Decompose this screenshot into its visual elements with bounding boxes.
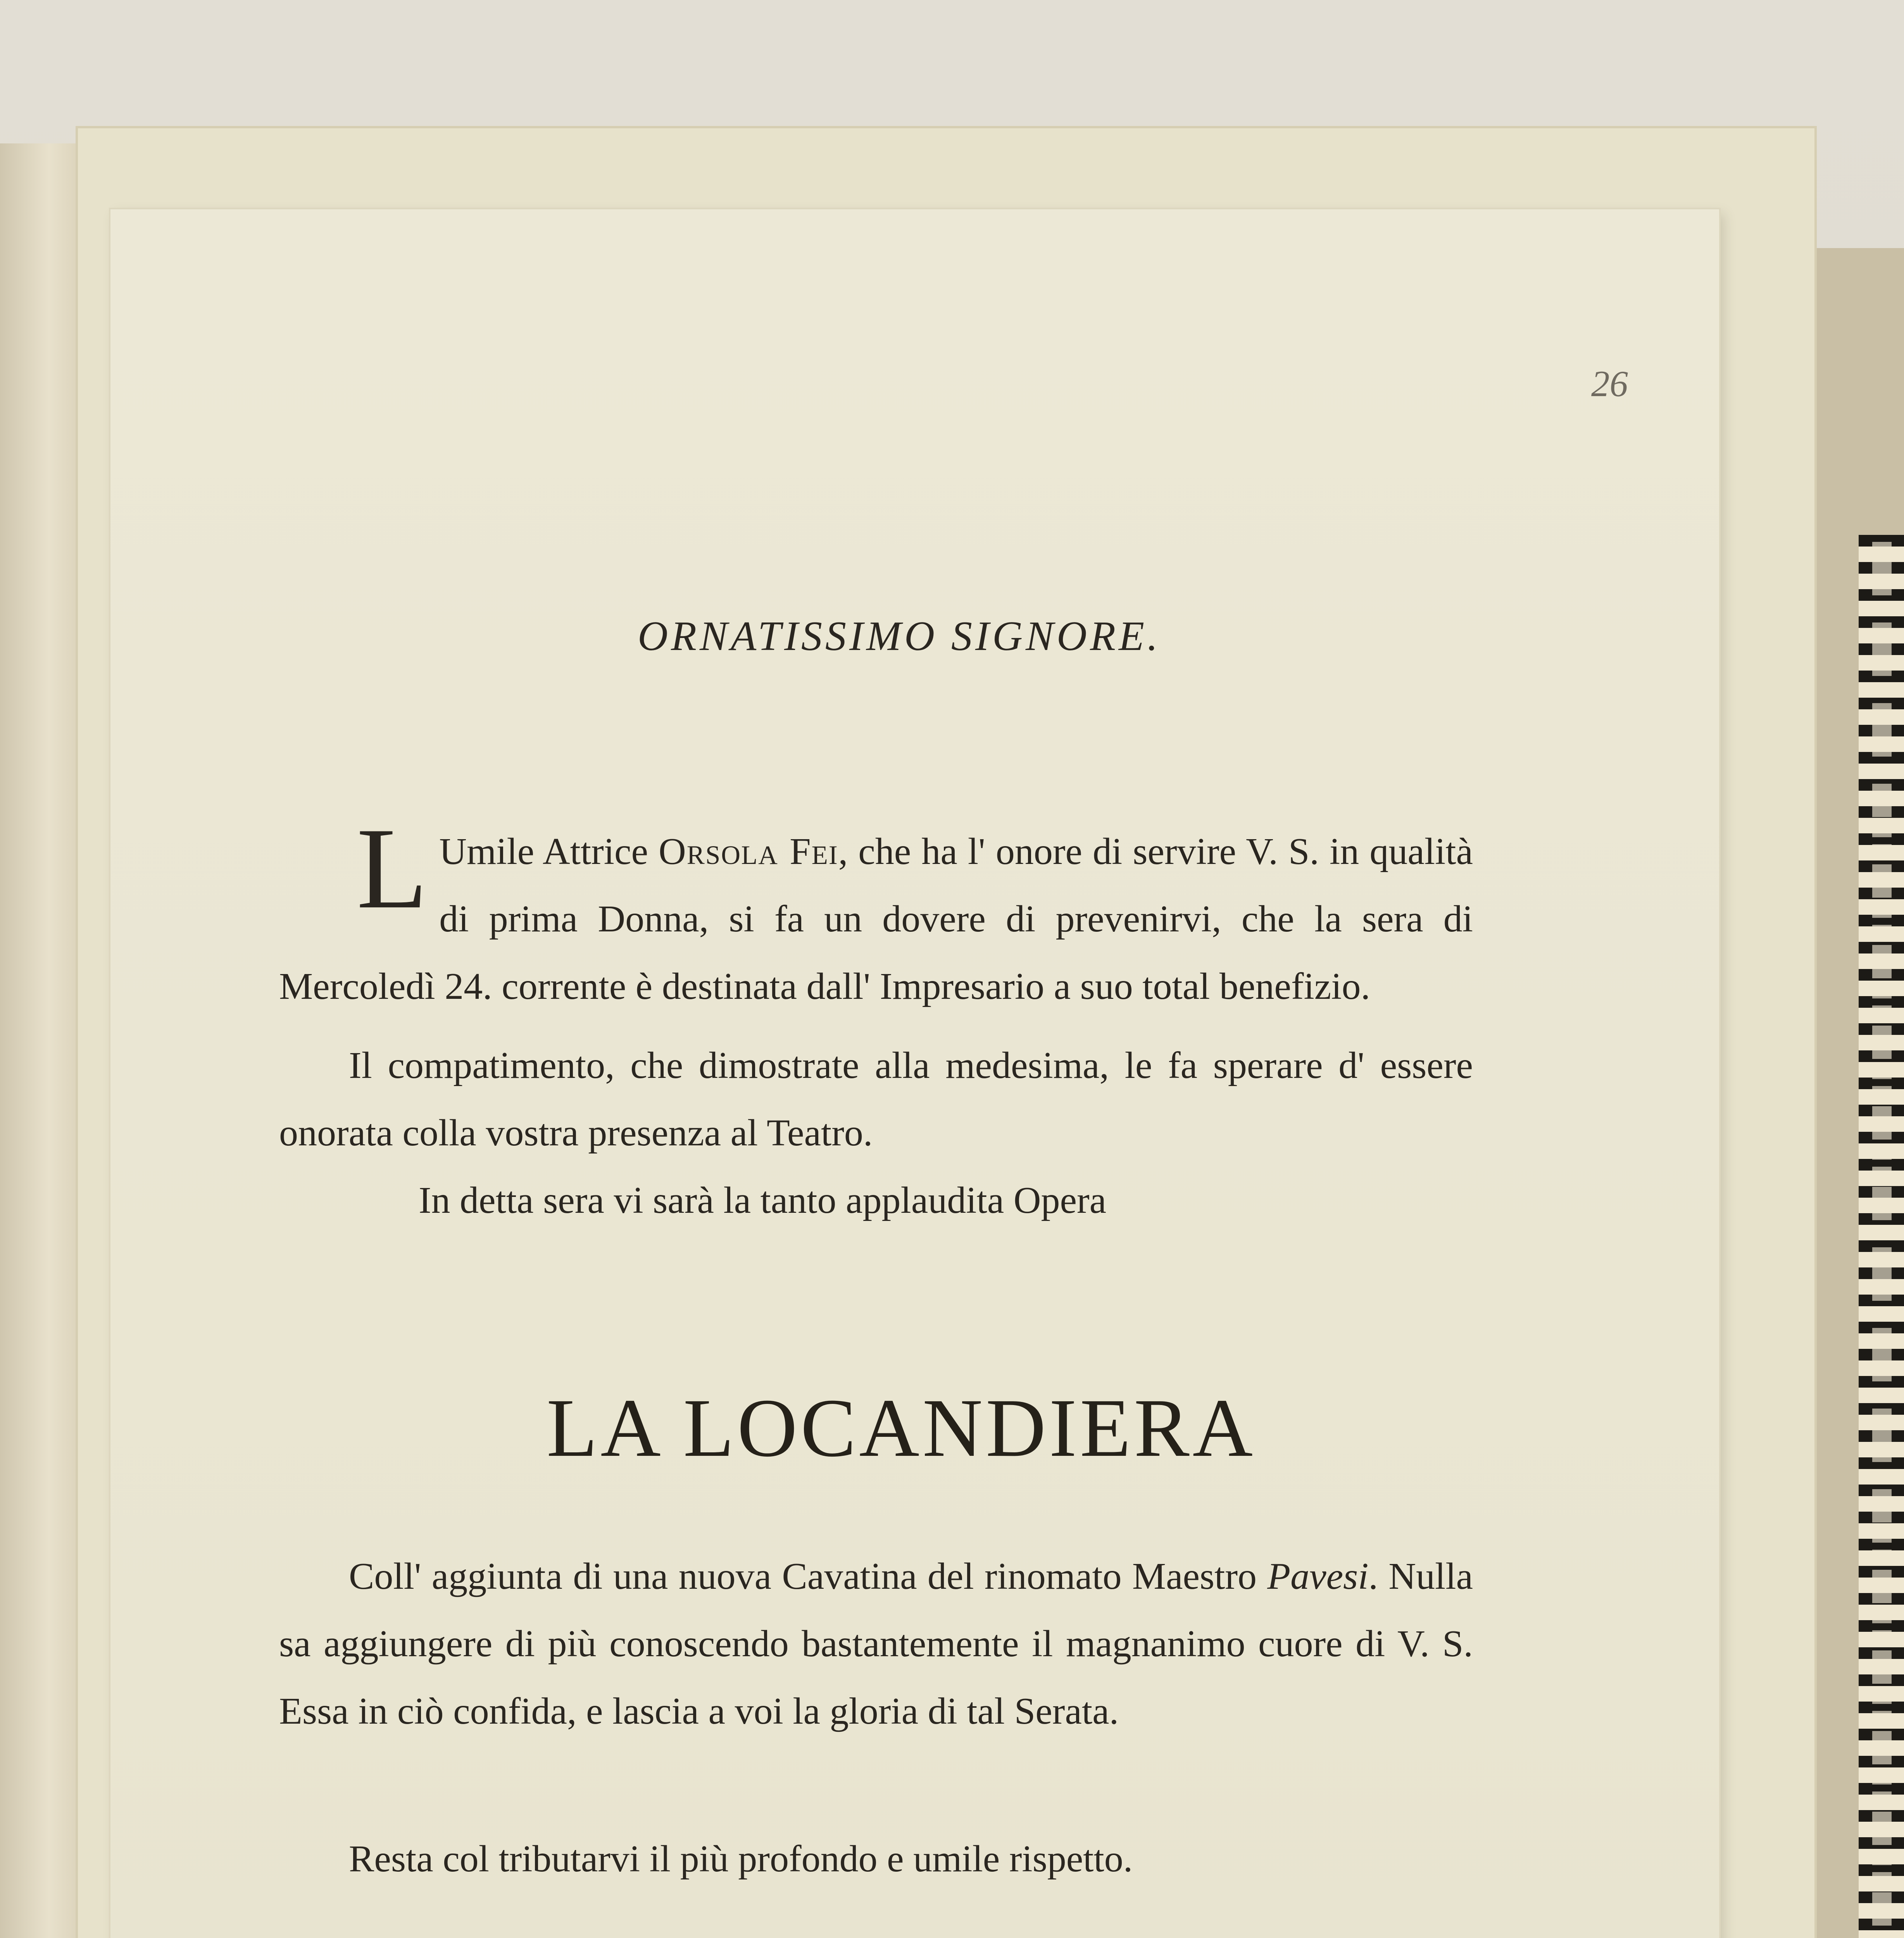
paragraph-4-lead: Coll' aggiunta di una nuova Cavatina del rinomato Maestro bbox=[349, 1555, 1268, 1597]
letter-body bbox=[279, 804, 1473, 1234]
letter-body-continued bbox=[279, 1531, 1473, 1745]
paragraph-4-rest: . Nulla sa aggiungere di più conoscendo bastantemente il magnanimo cuore di V. S. Essa in ciò confida, e lascia a voi la gloria di tal Serata. bbox=[279, 1555, 1473, 1732]
paragraph-1-rest: , che ha l' onore di servire V. S. in qualità di prima Donna, si fa un dovere di prevenirvi, che la sera di Mercoledì 24. corrente è destinata dall' Impresario a suo total benefizio. bbox=[279, 831, 1473, 1007]
decorative-wave-right bbox=[1872, 535, 1892, 1938]
drop-cap: L bbox=[357, 804, 428, 933]
closing-line: Resta col tributarvi il più profondo e umile rispetto. bbox=[349, 1838, 1133, 1880]
opera-title: LA LOCANDIERA bbox=[547, 1381, 1256, 1474]
paragraph-3: In detta sera vi sarà la tanto applaudita Opera bbox=[419, 1179, 1107, 1221]
salutation-heading: ORNATISSIMO SIGNORE. bbox=[638, 613, 1161, 659]
maestro-name: Pavesi bbox=[1267, 1555, 1369, 1597]
paragraph-1-lead: Umile Attrice bbox=[439, 831, 659, 872]
paragraph-1 bbox=[279, 804, 1473, 1020]
actress-name: Orsola Fei bbox=[659, 831, 838, 872]
paragraph-2: Il compatimento, che dimostrate alla medesima, le fa sperare d' essere onorata colla vostra presenza al Teatro. bbox=[279, 1045, 1473, 1154]
folio-number: 26 bbox=[1591, 363, 1628, 404]
paragraph-4 bbox=[279, 1543, 1473, 1745]
